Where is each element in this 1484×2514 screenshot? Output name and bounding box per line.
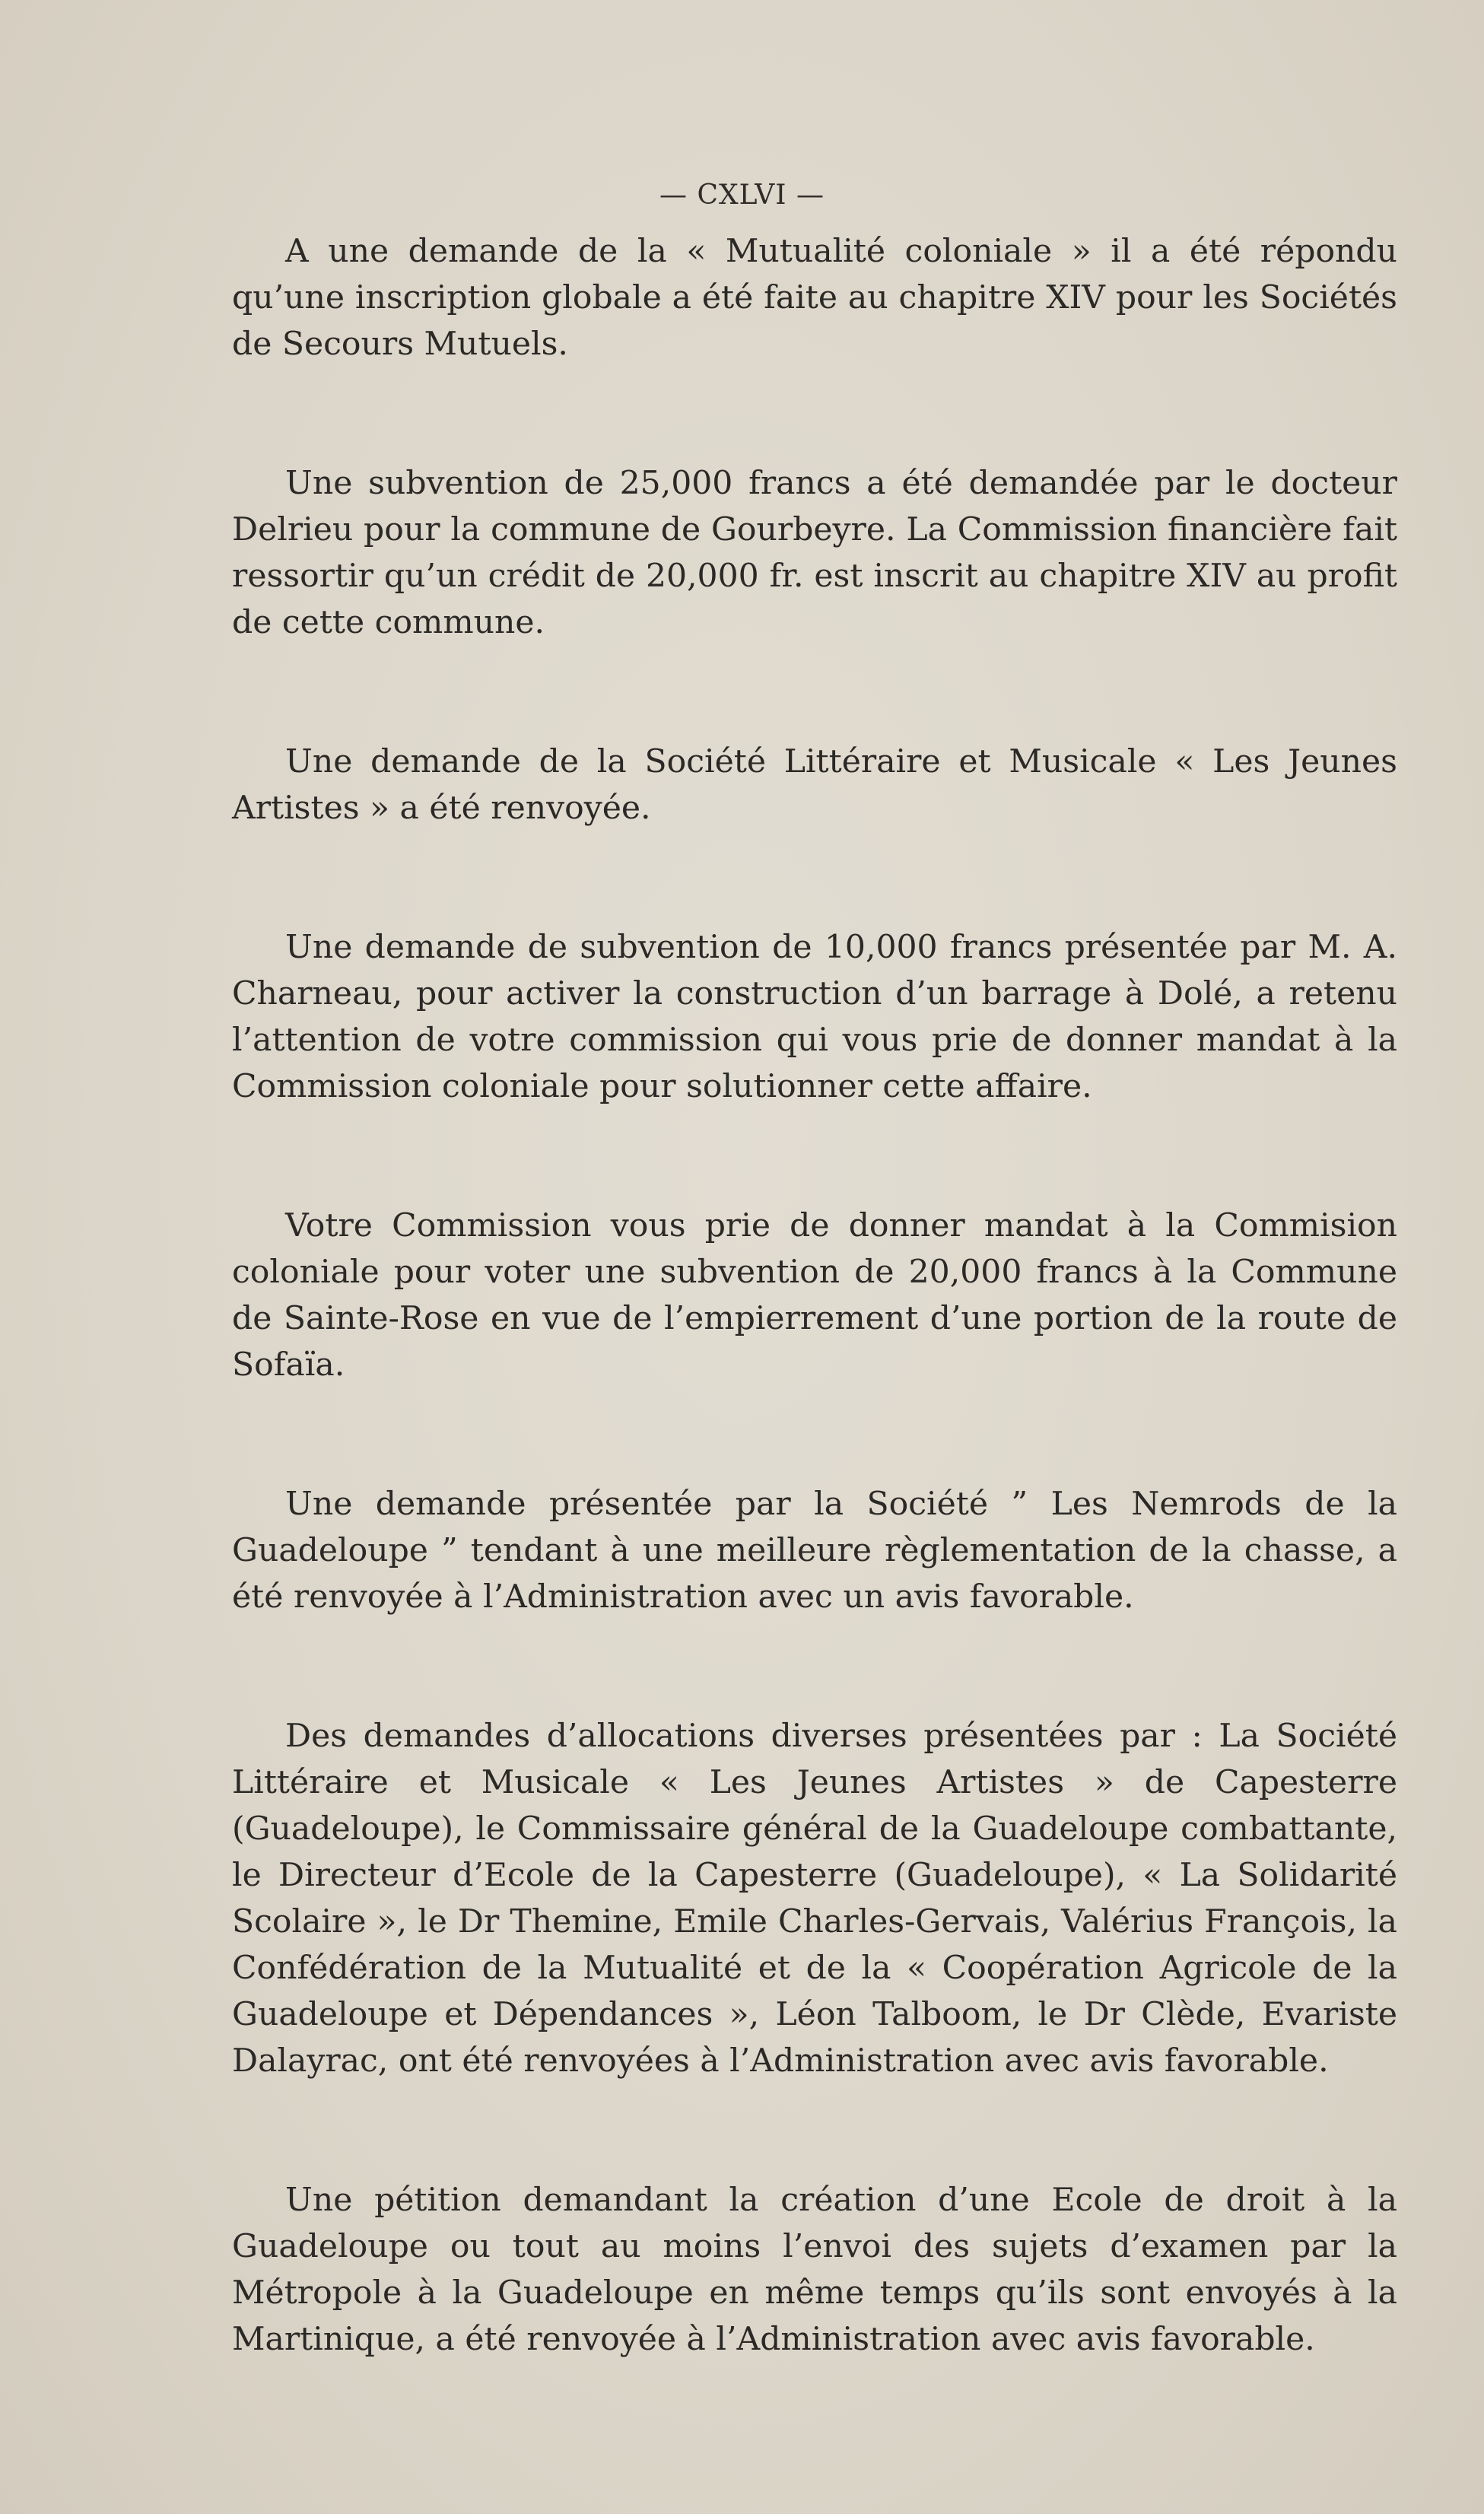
paragraph-allocations: Des demandes d’allocations diverses présentées par : La Société Littéraire et Musicale « Les Jeunes Artistes » de Capesterre (Guadeloupe), le Commissaire général de la Guadeloupe combattante, le Directeur d’Ecole de la Capesterre (Guadeloupe), « La Solidarité Scolaire », le Dr Themine, Emile Charles-Gervais, Valérius François, la Confédération de la Mutualité et de la « Coopération Agricole de la Guadeloupe et Dépendances », Léon Talboom, le Dr Clède, Evariste Dalayrac, ont été renvoyées à l’Administration avec avis favorable. bbox=[232, 1718, 1397, 2080]
paragraph-mutualite: A une demande de la « Mutualité coloniale » il a été répondu qu’une inscription globale a été faite au chapitre XIV pour les Sociétés de Secours Mutuels. bbox=[232, 233, 1397, 363]
body-text bbox=[232, 228, 1397, 2455]
paragraph-gourbeyre: Une subvention de 25,000 francs a été demandée par le docteur Delrieu pour la commune de Gourbeyre. La Commission financière fait ressortir qu’un crédit de 20,000 fr. est inscrit au chapitre XIV au profit de cette commune. bbox=[232, 465, 1397, 641]
paragraph-ecole-de-droit: Une pétition demandant la création d’une Ecole de droit à la Guadeloupe ou tout au moins l’envoi des sujets d’examen par la Métropole à la Guadeloupe en même temps qu’ils sont envoyés à la Martinique, a été renvoyée à l’Administration avec avis favorable. bbox=[232, 2182, 1397, 2358]
paragraph-sainte-rose: Votre Commission vous prie de donner mandat à la Commision coloniale pour voter une subvention de 20,000 francs à la Commune de Sainte-Rose en vue de l’empierrement d’une portion de la route de Sofaïa. bbox=[232, 1207, 1397, 1384]
paragraph-jeunes-artistes: Une demande de la Société Littéraire et Musicale « Les Jeunes Artistes » a été renvoyée. bbox=[232, 743, 1397, 827]
paragraph-nemrods: Une demande présentée par la Société ” Les Nemrods de la Guadeloupe ” tendant à une meilleure règlementation de la chasse, a été renvoyée à l’Administration avec un avis favorable. bbox=[232, 1486, 1397, 1616]
paragraph-barrage-dole: Une demande de subvention de 10,000 francs présentée par M. A. Charneau, pour activer la construction d’un barrage à Dolé, a retenu l’attention de votre commission qui vous prie de donner mandat à la Commission coloniale pour solutionner cette affaire. bbox=[232, 929, 1397, 1105]
page-number-header: — CXLVI — bbox=[659, 180, 825, 211]
